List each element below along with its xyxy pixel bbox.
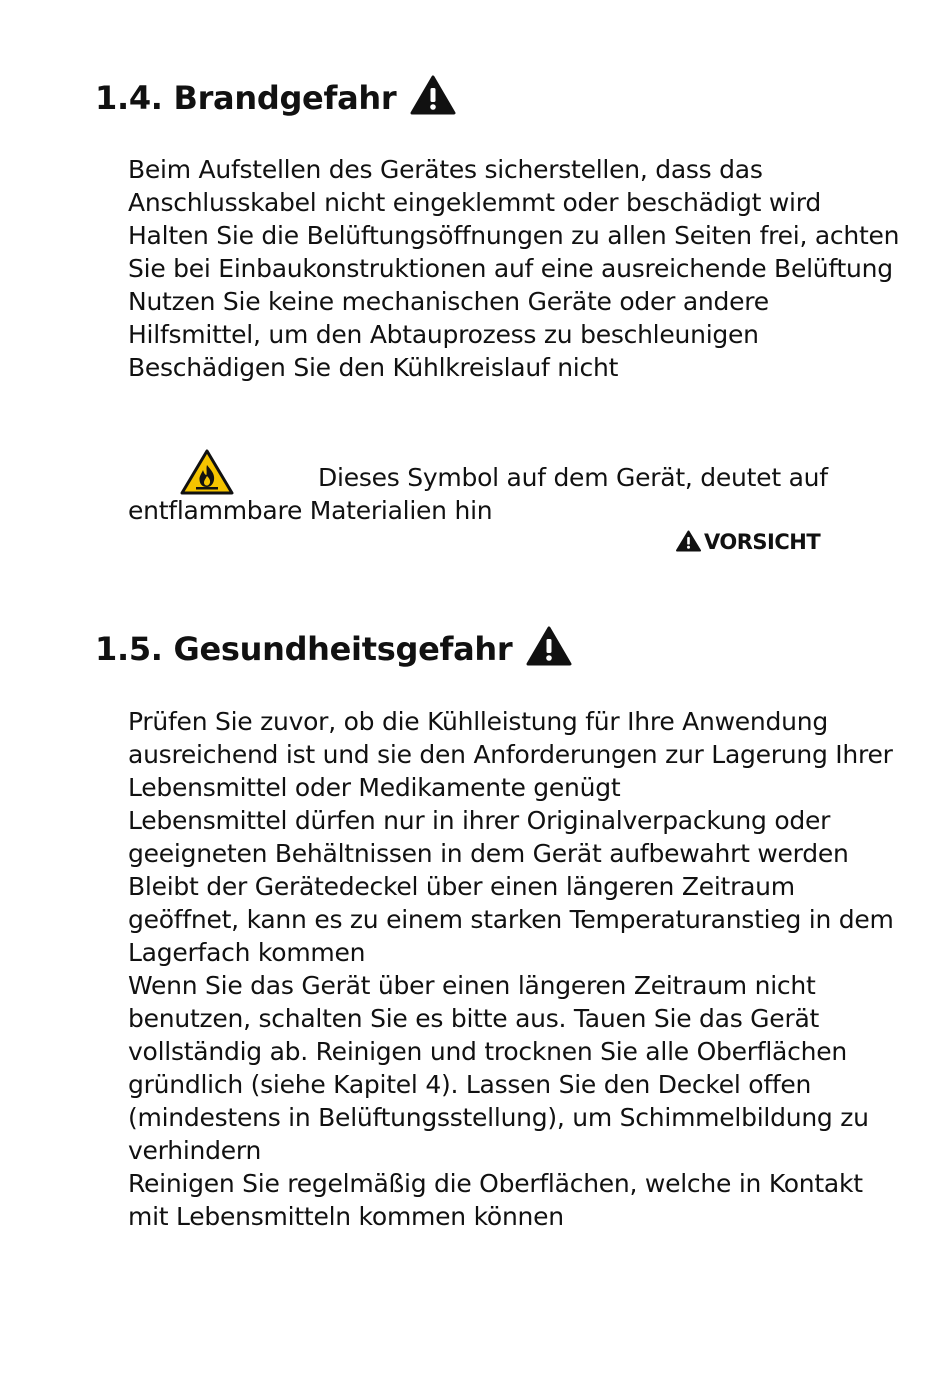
fire-hazard-instructions (128, 153, 908, 384)
warning-triangle-icon (526, 626, 572, 671)
section-heading-fire-hazard (95, 75, 456, 120)
section-title: 1.5. Gesundheitsgefahr (95, 630, 513, 668)
instruction-paragraph: Lebensmittel dürfen nur in ihrer Originalverpackung oder geeigneten Behältnissen in dem Gerät aufbewahrt werden (128, 806, 849, 868)
instruction-paragraph: Wenn Sie das Gerät über einen längeren Zeitraum nicht benutzen, schalten Sie es bitte aus. Tauen Sie das Gerät vollständig ab. Reinigen und trocknen Sie alle Oberflächen gründlich (siehe Kapitel 4). Lassen Sie den Deckel offen (mindestens in Belüftungsstellung), um Schimmelbildung zu verhindern (128, 971, 869, 1165)
instruction-paragraph: Prüfen Sie zuvor, ob die Kühlleistung für Ihre Anwendung ausreichend ist und sie den Anforderungen zur Lagerung Ihrer Lebensmittel oder Medikamente genügt (128, 707, 893, 802)
warning-triangle-icon (410, 75, 456, 120)
instruction-paragraph: Nutzen Sie keine mechanischen Geräte oder andere Hilfsmittel, um den Abtauprozess zu beschleunigen (128, 287, 769, 349)
section-heading-health-hazard (95, 626, 572, 671)
flammable-note: Dieses Symbol auf dem Gerät, deutet auf entflammbare Materialien hin (128, 463, 828, 525)
section-title: 1.4. Brandgefahr (95, 79, 397, 117)
instruction-paragraph: Beim Aufstellen des Gerätes sicherstellen, dass das Anschlusskabel nicht eingeklemmt oder beschädigt wird (128, 155, 821, 217)
instruction-paragraph: Reinigen Sie regelmäßig die Oberflächen, welche in Kontakt mit Lebensmitteln kommen können (128, 1169, 863, 1231)
caution-label (676, 528, 820, 556)
caution-text: VORSICHT (704, 530, 821, 554)
warning-triangle-icon (676, 530, 701, 552)
instruction-paragraph: Beschädigen Sie den Kühlkreislauf nicht (128, 353, 619, 382)
instruction-paragraph: Halten Sie die Belüftungsöffnungen zu allen Seiten frei, achten Sie bei Einbaukonstruktionen auf eine ausreichende Belüftung (128, 221, 900, 283)
instruction-paragraph: Bleibt der Gerätedeckel über einen längeren Zeitraum geöffnet, kann es zu einem starken Temperaturanstieg in dem Lagerfach kommen (128, 872, 894, 967)
health-hazard-instructions (128, 705, 908, 1233)
